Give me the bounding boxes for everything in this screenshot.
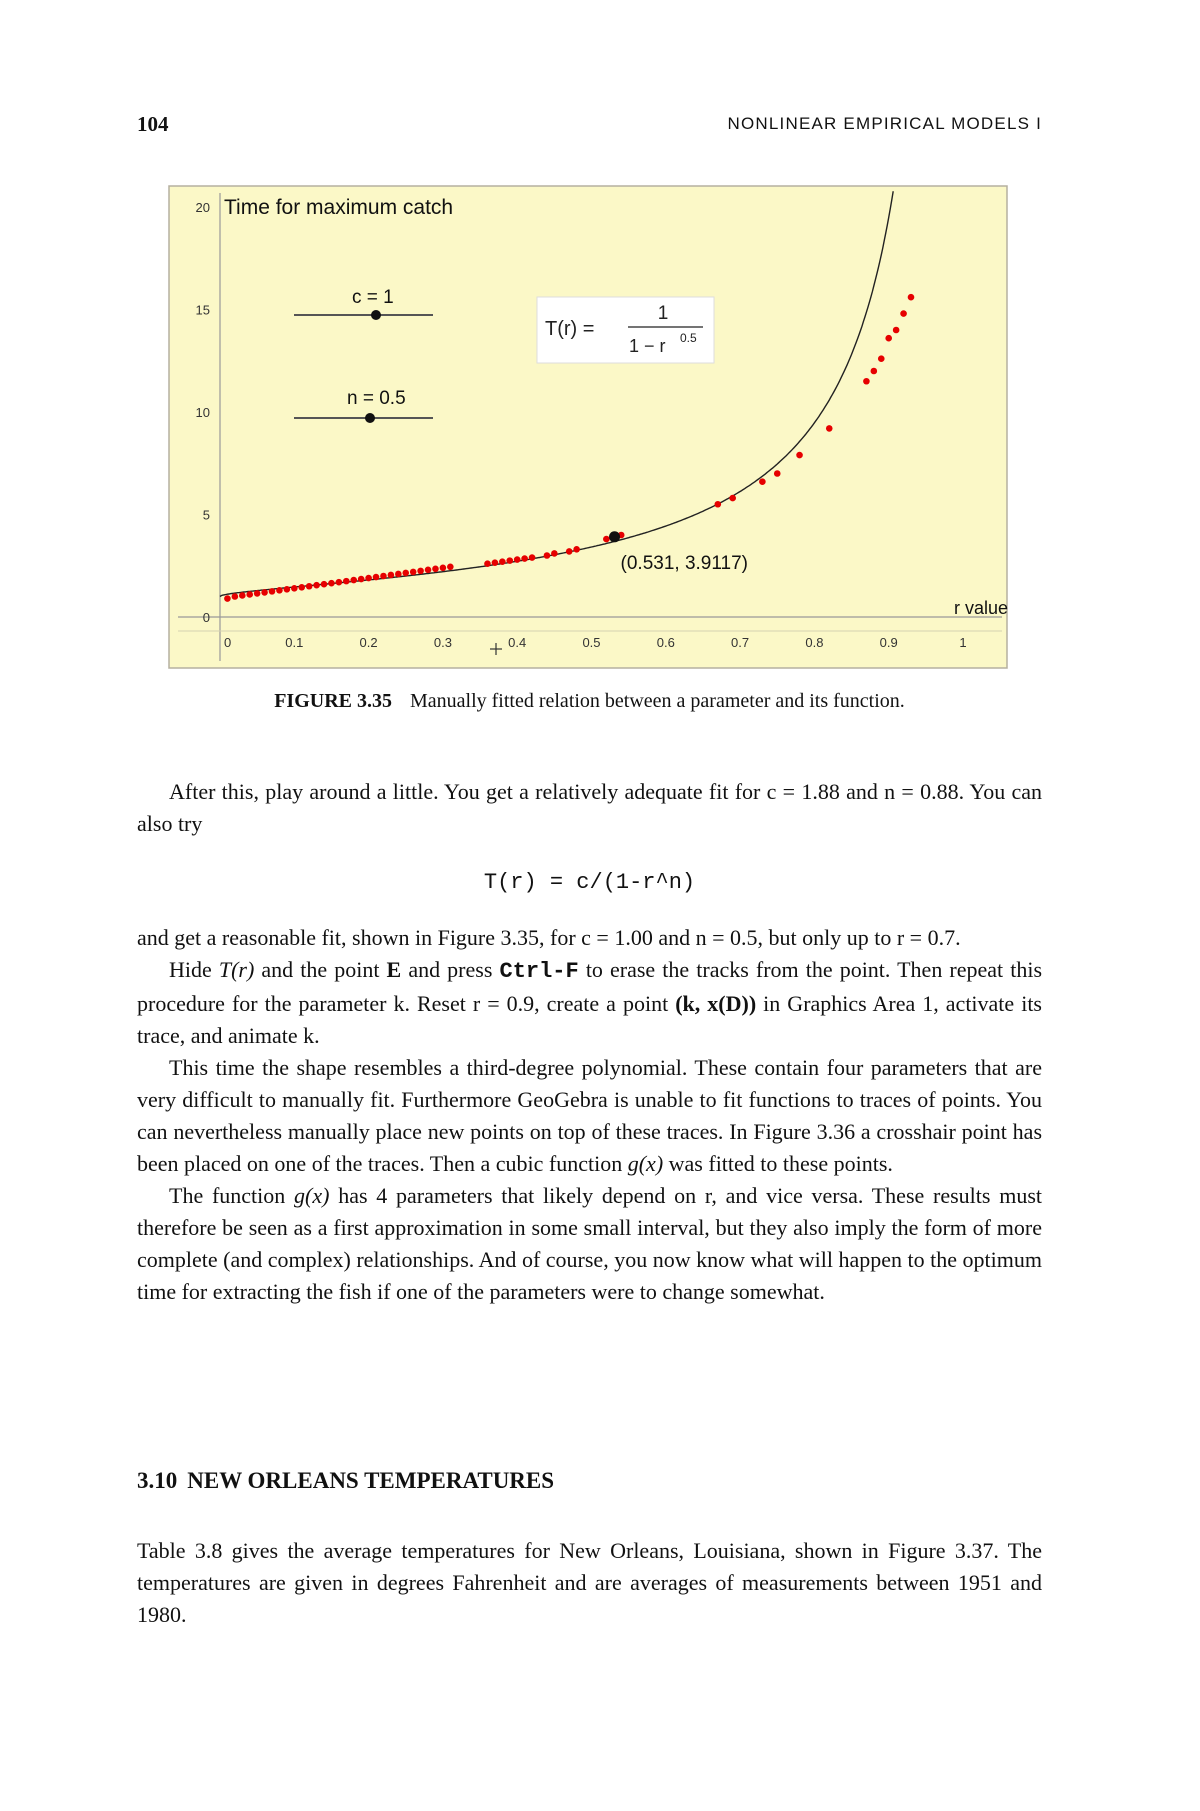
x-tick-label: 0.4 [508,635,527,650]
trace-point [395,571,402,578]
trace-point [269,588,276,595]
chart-svg [168,185,1008,669]
section-heading [137,1468,554,1494]
paragraph-6-block [137,1535,1042,1631]
trace-point [796,452,803,459]
trace-point [908,294,915,301]
code-formula: T(r) = c/(1-r^n) [483,870,696,895]
trace-point [254,590,261,597]
p3-b: and press [408,957,493,982]
trace-point [261,589,268,596]
running-head [137,112,1042,142]
y-tick-label: 20 [195,200,210,215]
slider-n-handle[interactable] [365,413,375,423]
slider-n-label: n = 0.5 [347,388,406,409]
main-text-block [137,922,1042,1308]
paragraph-1-block [137,776,1042,840]
trace-point [885,335,892,342]
trace-point [447,563,454,570]
slider-c-label: c = 1 [352,287,394,308]
p3-a: and the point [261,957,380,982]
section-number: 3.10 [137,1468,178,1493]
point-e[interactable] [609,531,620,542]
trace-point [321,581,328,588]
paragraph-1: After this, play around a little. You get a relatively adequate fit for c = 1.88 and n = 0.88. You can also try [137,779,1042,836]
x-tick-label: 0.6 [656,635,675,650]
trace-point [729,495,736,502]
slider-c-handle[interactable] [371,310,381,320]
x-tick-label: 0 [224,635,232,650]
trace-point [224,595,231,602]
trace-point [551,550,558,557]
p4-a: This time the shape resembles a third-degree polynomial. These contain four parameters that are very difficult to manually fit. Furthermore GeoGebra is unable to fit functions to traces of points. You can nevertheless manually place new points on top of these traces. In Figure 3.36 a crosshair point has been placed on one of the traces. Then a cubic function [137,1055,1042,1176]
p3-c: to erase the tracks from the point. Then repeat this procedure for the parameter k. Reset r = 0.9, create a point [137,957,1043,1016]
paragraph-6: Table 3.8 gives the average temperatures for New Orleans, Louisiana, shown in Figure 3.37. The temperatures are given in degrees Fahrenheit and are averages of measurements between 1951 and 1980. [137,1538,1042,1627]
trace-point [365,575,372,582]
y-tick-label: 10 [195,405,210,420]
p3-tr: T(r) [218,957,255,982]
p3-e: E [386,957,402,982]
p3-point: (k, x(D)) [675,991,757,1016]
trace-point [544,552,551,559]
trace-point [284,586,291,593]
x-tick-label: 0.7 [731,635,750,650]
trace-point [863,378,870,385]
trace-point [313,582,320,589]
trace-point [343,578,350,585]
trace-point [514,556,521,563]
trace-point [402,570,409,577]
trace-point [328,580,335,587]
trace-point [336,579,343,586]
trace-point [484,560,491,567]
x-tick-label: 0.3 [433,635,452,650]
section-title: NEW ORLEANS TEMPERATURES [187,1468,555,1493]
formula-numerator: 1 [657,303,669,324]
trace-point [603,536,610,543]
x-axis-label: r value [954,598,1008,618]
p5-a: The function [169,1183,286,1208]
p3-ctrl-f: Ctrl-F [499,959,579,984]
trace-point [388,572,395,579]
paragraph-2: and get a reasonable fit, shown in Figure 3.35, for c = 1.00 and n = 0.5, but only up to r = 0.7. [137,925,961,950]
figure-3-35 [168,185,1008,669]
trace-point [506,557,513,564]
trace-point [432,566,439,573]
x-tick-label: 0.9 [879,635,898,650]
trace-point [529,554,536,561]
trace-point [573,546,580,553]
trace-point [759,478,766,485]
p4-b: was fitted to these points. [668,1151,893,1176]
trace-point [232,593,239,600]
trace-point [417,568,424,575]
x-tick-label: 1 [959,635,967,650]
formula-lhs: T(r) = [545,318,595,340]
x-tick-label: 0.2 [359,635,378,650]
p3-d: in Graphics Area 1, activate its trace, and animate k. [137,991,1042,1048]
point-e-label: (0.531, 3.9117) [620,552,749,574]
y-tick-label: 15 [195,302,210,318]
formula-box [537,297,714,363]
trace-point [900,310,907,317]
trace-point [774,470,781,477]
trace-point [291,585,298,592]
p3-hide: Hide [169,957,212,982]
plot-background [169,186,1007,668]
page-number: 104 [137,112,169,136]
trace-point [380,573,387,580]
trace-point [715,501,722,508]
trace-point [878,355,885,362]
x-tick-label: 0.1 [285,635,304,650]
trace-point [298,584,305,591]
paragraph-4 [137,1052,1042,1180]
x-tick-label: 0.5 [582,635,601,650]
chapter-title: NONLINEAR EMPIRICAL MODELS I [727,114,1042,133]
trace-point [239,592,246,599]
caption-label: FIGURE 3.35 [274,690,392,712]
formula-exponent: 0.5 [680,331,697,345]
trace-point [373,574,380,581]
p5-b: has 4 parameters that likely depend on r, and vice versa. These results must therefore be seen as a first approximation in some small interval, but they also imply the form of more complete (and complex) relationships. And of course, you now know what will happen to the optimum time for extracting the fish if one of the parameters were to change somewhat. [137,1183,1042,1304]
formula-denominator: 1 − r [629,336,666,356]
trace-point [246,591,253,598]
trace-point [350,577,357,584]
trace-point [893,327,900,334]
paragraph-5 [137,1180,1042,1308]
trace-point [566,548,573,555]
figure-caption [137,690,1042,713]
trace-point [306,583,313,590]
trace-point [276,587,283,594]
x-tick-label: 0.8 [805,635,824,650]
trace-point [410,569,417,576]
trace-point [521,555,528,562]
paragraph-3 [137,954,1042,1052]
trace-point [425,567,432,574]
trace-point [492,559,499,566]
chart-title: Time for maximum catch [224,196,454,219]
p4-gx: g(x) [627,1151,664,1176]
trace-point [358,576,365,583]
trace-point [826,425,833,432]
p5-gx: g(x) [294,1183,330,1208]
caption-text: Manually fitted relation between a parameter and its function. [409,690,905,712]
trace-point [871,368,878,375]
trace-point [440,565,447,572]
y-tick-label: 0 [202,610,210,625]
y-tick-label: 5 [202,507,210,523]
trace-point [499,558,506,565]
